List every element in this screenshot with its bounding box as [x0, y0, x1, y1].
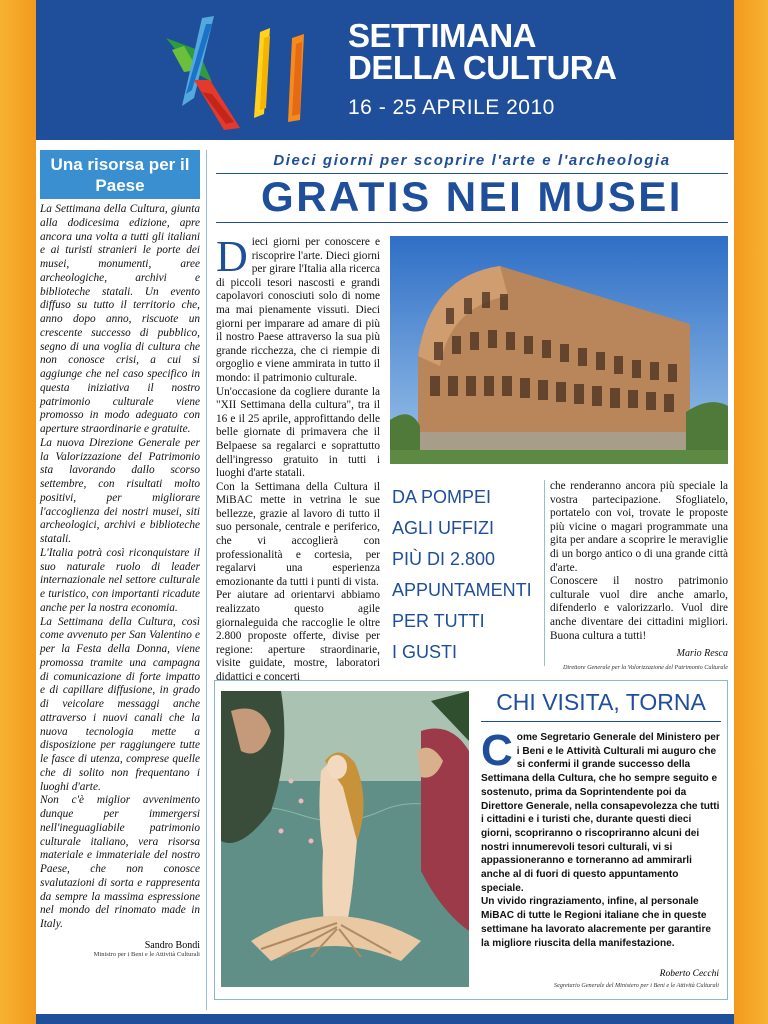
- sidebar-heading: Una risorsa per il Paese: [40, 150, 200, 199]
- continued-article: [550, 480, 728, 674]
- callout-divider: [544, 480, 545, 666]
- main-signature-role: Direttore Generale per la Valorizzazione del Patrimonio Culturale: [562, 663, 728, 671]
- callout-line: I GUSTI: [392, 642, 458, 662]
- intro-paragraph: ieci giorni per conoscere e riscoprire l'arte. Dieci giorni per girare l'Italia alla ricerca di piccoli tesori nascosti e grandi capolavori conosciuti solo di nome ma mai pienamente vissuti. Dieci giorni per imparare ad amare di più il nostro Paese attraverso la sua più grande ricchezza, che ci riempie di orgoglio e viene ammirata in tutto il mondo: il patrimonio culturale.: [216, 236, 380, 384]
- intro-paragraph: Per aiutare ad orientarvi abbiamo realizzato questo agile giornaleguida che raccoglie le oltre 2.800 proposte offerte, divise per regione: aperture straordinarie, visite guidate, mostre, laboratori didattici e concerti: [216, 589, 380, 683]
- box-signature-name: Roberto Cecchi: [659, 969, 719, 979]
- xii-logo: [154, 10, 334, 134]
- sidebar-paragraph: Non c'è miglior avvenimento dunque per immergersi nell'ineguagliabile patrimonio culturale italiano, vera risorsa materiale e immateriale del nostro Paese, che non conosce svalutazioni di sorta e rappresenta da sempre la massima espressione nel mondo del rinomato made in Italy.: [40, 794, 200, 930]
- box-paragraph: Un vivido ringraziamento, infine, al personale MiBAC di tutte le Regioni italiane che in queste settimane ha lavorato alacremente per garantire la migliore riuscita della manifestazione.: [481, 896, 712, 949]
- callout-line: PIÙ DI 2.800: [392, 549, 496, 569]
- header-banner: [36, 0, 734, 140]
- title-line-2: DELLA CULTURA: [348, 49, 617, 86]
- box-dropcap: C: [481, 726, 513, 775]
- sidebar-signature-name: Sandro Bondi: [144, 939, 200, 951]
- box-paragraph: ome Segretario Generale del Ministero per i Beni e le Attività Culturali mi auguro che si confermi il grande successo della Settimana della Cultura, che ho sempre seguito e sostenuto, prima da Soprintendente poi da Direttore Generale, nella consapevolezza che tutti i cittadini e i turisti che, durante questi dieci giorni, scopriranno o riscopriranno alcuni dei nostri innumerevoli tesori culturali, vi si appassioneranno e torneranno ad ammirarli anche al di fuori di questo appuntamento speciale.: [481, 732, 720, 894]
- callout-list: [392, 482, 540, 668]
- callout-line: APPUNTAMENTI: [392, 580, 532, 600]
- callout-line: PER TUTTI: [392, 611, 485, 631]
- right-orange-border: [734, 0, 768, 1024]
- box-signature-role: Segretario Generale del Ministero per i Beni e le Attività Culturali: [553, 982, 719, 989]
- page-body: [36, 140, 734, 1016]
- intro-paragraph: Con la Settimana della Cultura il MiBAC mette in vetrina le sue bellezze, grazie al lavoro di tutto il suo personale, centrale e periferico, che vi accoglierà con professionalità e cortesia, per regalarvi una esperienza emozionante da tutti i punti di vista.: [216, 480, 380, 588]
- headline: GRATIS NEI MUSEI: [261, 173, 683, 220]
- sidebar-column: [40, 150, 200, 958]
- bottom-blue-bar: [36, 1014, 734, 1024]
- main-signature-name: Mario Resca: [676, 648, 728, 660]
- event-dates: 16 - 25 APRILE 2010: [348, 96, 555, 119]
- sidebar-text: [40, 203, 200, 932]
- box-title-rule: [481, 721, 721, 722]
- birth-of-venus-painting: [221, 691, 469, 987]
- column-divider: [206, 150, 207, 1010]
- callout-line: AGLI UFFIZI: [392, 518, 495, 538]
- continued-paragraph: che renderanno ancora più speciale la vostra partecipazione. Sfogliatelo, portatelo con voi, trovate le proposte più vicine o magari programmate una gita per andare a scoprire le meraviglie di un borgo antico o di una grande città d'arte.: [550, 480, 728, 574]
- intro-dropcap: D: [216, 232, 248, 281]
- sidebar-signature-role: Ministro per i Beni e le Attività Culturali: [93, 950, 200, 958]
- chi-visita-box: [214, 680, 728, 1000]
- kicker: Dieci giorni per scoprire l'arte e l'archeologia: [273, 152, 671, 169]
- title-block: [348, 17, 617, 120]
- colosseum-photo: [390, 236, 728, 464]
- box-title: CHI VISITA, TORNA: [496, 689, 706, 715]
- intro-article: [216, 232, 380, 685]
- sidebar-paragraph: La Settimana della Cultura, giunta alla dodicesima edizione, apre ancora una volta a tutti gli italiani e ai turisti stranieri le porte dei musei, monumenti, aree archeologiche, archivi e biblioteche statali. Un evento diffuso su tutto il territorio che, anno dopo anno, riscuote un crescente successo di pubblico, segno di una voglia di cultura che non conosce crisi, a cui si aggiunge che nel caso specifico in questa iniziativa il nostro patrimonio culturale viene promosso in modo adeguato con aperture straordinarie e gratuite.: [40, 203, 200, 435]
- headline-rule-bottom: [216, 222, 728, 223]
- box-text: [481, 726, 721, 950]
- sidebar-paragraph: L'Italia potrà così riconquistare il suo naturale ruolo di leader internazionale nel settore culturale e turistico, con importanti ricadute anche per la nostra economia.: [40, 546, 200, 614]
- sidebar-paragraph: La Settimana della Cultura, così come avvenuto per San Valentino e per la Festa della Donna, viene promossa tramite una campagna di comunicazione di forte impatto e di capillare diffusione, in grado di veicolare messaggi anche attraverso i nuovi canali che la nuova tecnologia mette a disposizione per raggiungere tutte le fasce di utenza, comprese quelle che di solito non frequentano i luoghi d'arte.: [40, 615, 200, 793]
- intro-paragraph: Un'occasione da cogliere durante la "XII Settimana della cultura", tra il 16 e il 25 aprile, approfittando delle belle giornate di primavera che il Belpaese sa regalarci e soprattutto dell'ingresso gratuito in tutti i luoghi d'arte statali.: [216, 385, 380, 480]
- sidebar-paragraph: La nuova Direzione Generale per la Valorizzazione del Patrimonio sta lavorando dallo scorso settembre, con risultati molto positivi, per migliorare l'accoglienza dei nostri musei, siti archeologici, archivi e biblioteche statali.: [40, 436, 200, 545]
- callout-line: DA POMPEI: [392, 487, 492, 507]
- title-line-1: SETTIMANA: [348, 17, 536, 54]
- left-orange-border: [0, 0, 36, 1024]
- continued-paragraph: Conoscere il nostro patrimonio culturale vuol dire anche amarlo, difenderlo e valorizzarlo. Vuol dire anche diventare dei cittadini migliori. Buona cultura a tutti!: [550, 575, 728, 642]
